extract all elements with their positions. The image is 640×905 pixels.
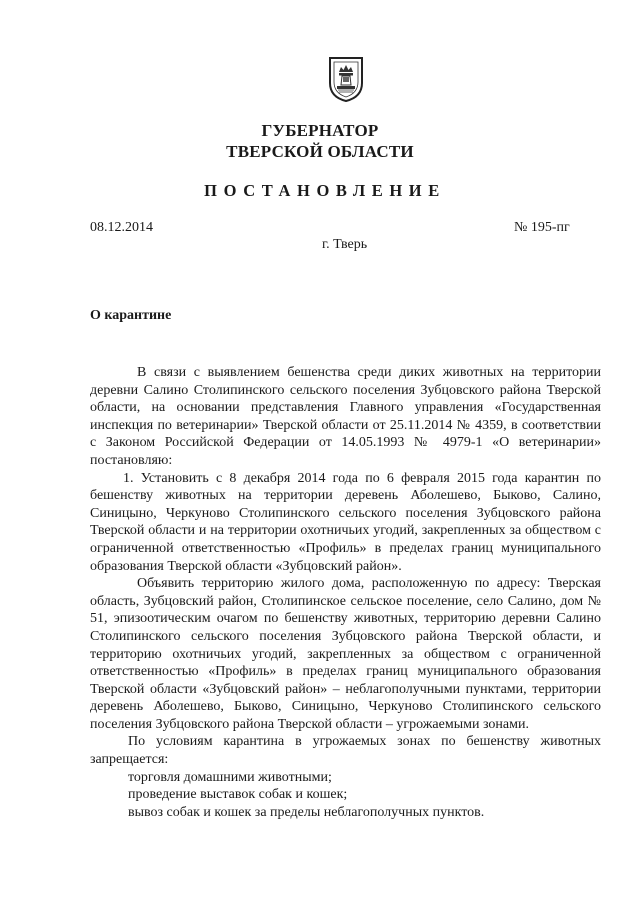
intro-paragraph: В связи с выявлением бешенства среди диких животных на территории деревни Салино Столипинского сельского поселения Зубцовского района Тверской области, на основании представления Главного управления «Государственная инспекция по ветеринарии» Тверской области от 25.11.2014 № 4359, в соответствии с Законом Российской Федерации от 14.05.1993 № 4979-1 «О ветеринарии» постановляю: [90,365,601,468]
issuer-title: ГУБЕРНАТОР [261,121,379,140]
issuer-region: ТВЕРСКОЙ ОБЛАСТИ [226,142,414,161]
document-number: № 195-пг [514,220,570,235]
item-1-paragraph: 1. Установить с 8 декабря 2014 года по 6 февраля 2015 года карантин по бешенству животных на территории деревень Аболешево, Быково, Салино, Синицыно, Черкуново Столипинского сельского поселения Зубцовского района Тверской области и на территории охотничьих угодий, закрепленных за обществом с ограниченной ответственностью «Профиль» в пределах границ муниципального образования Тверской области «Зубцовский район». [90,470,601,574]
document-date: 08.12.2014 [90,220,153,235]
focus-declaration-paragraph: Объявить территорию жилого дома, расположенную по адресу: Тверская область, Зубцовский район, Столипинское сельское поселение, село Салино, дом № 51, эпизоотическим очагом по бешенству животных, территорию деревни Салино Столипинского сельского поселения Зубцовского района Тверской области, и территорию охотничьих угодий, закрепленных за обществом с ограниченной ответственностью «Профиль» в пределах границ муниципального образования Тверской области «Зубцовский район» – неблагополучными пунктами, территории деревень Аболешево, Быково, Синицыно, Черкуново Столипинского сельского поселения Зубцовского района Тверской области – угрожаемыми зонами. [90,576,601,732]
document-body [90,364,601,821]
document-type: ПОСТАНОВЛЕНИЕ [204,181,446,200]
restriction-list-item: вывоз собак и кошек за пределы неблагополучных пунктов. [128,804,485,820]
restriction-list-item: торговля домашними животными; [128,769,332,785]
coat-of-arms-icon [327,55,365,103]
restrictions-intro-paragraph: По условиям карантина в угрожаемых зонах по бешенству животных запрещается: [90,734,601,768]
restriction-list-item: проведение выставок собак и кошек; [128,787,348,803]
document-city: г. Тверь [322,237,368,252]
document-subject: О карантине [90,308,172,323]
